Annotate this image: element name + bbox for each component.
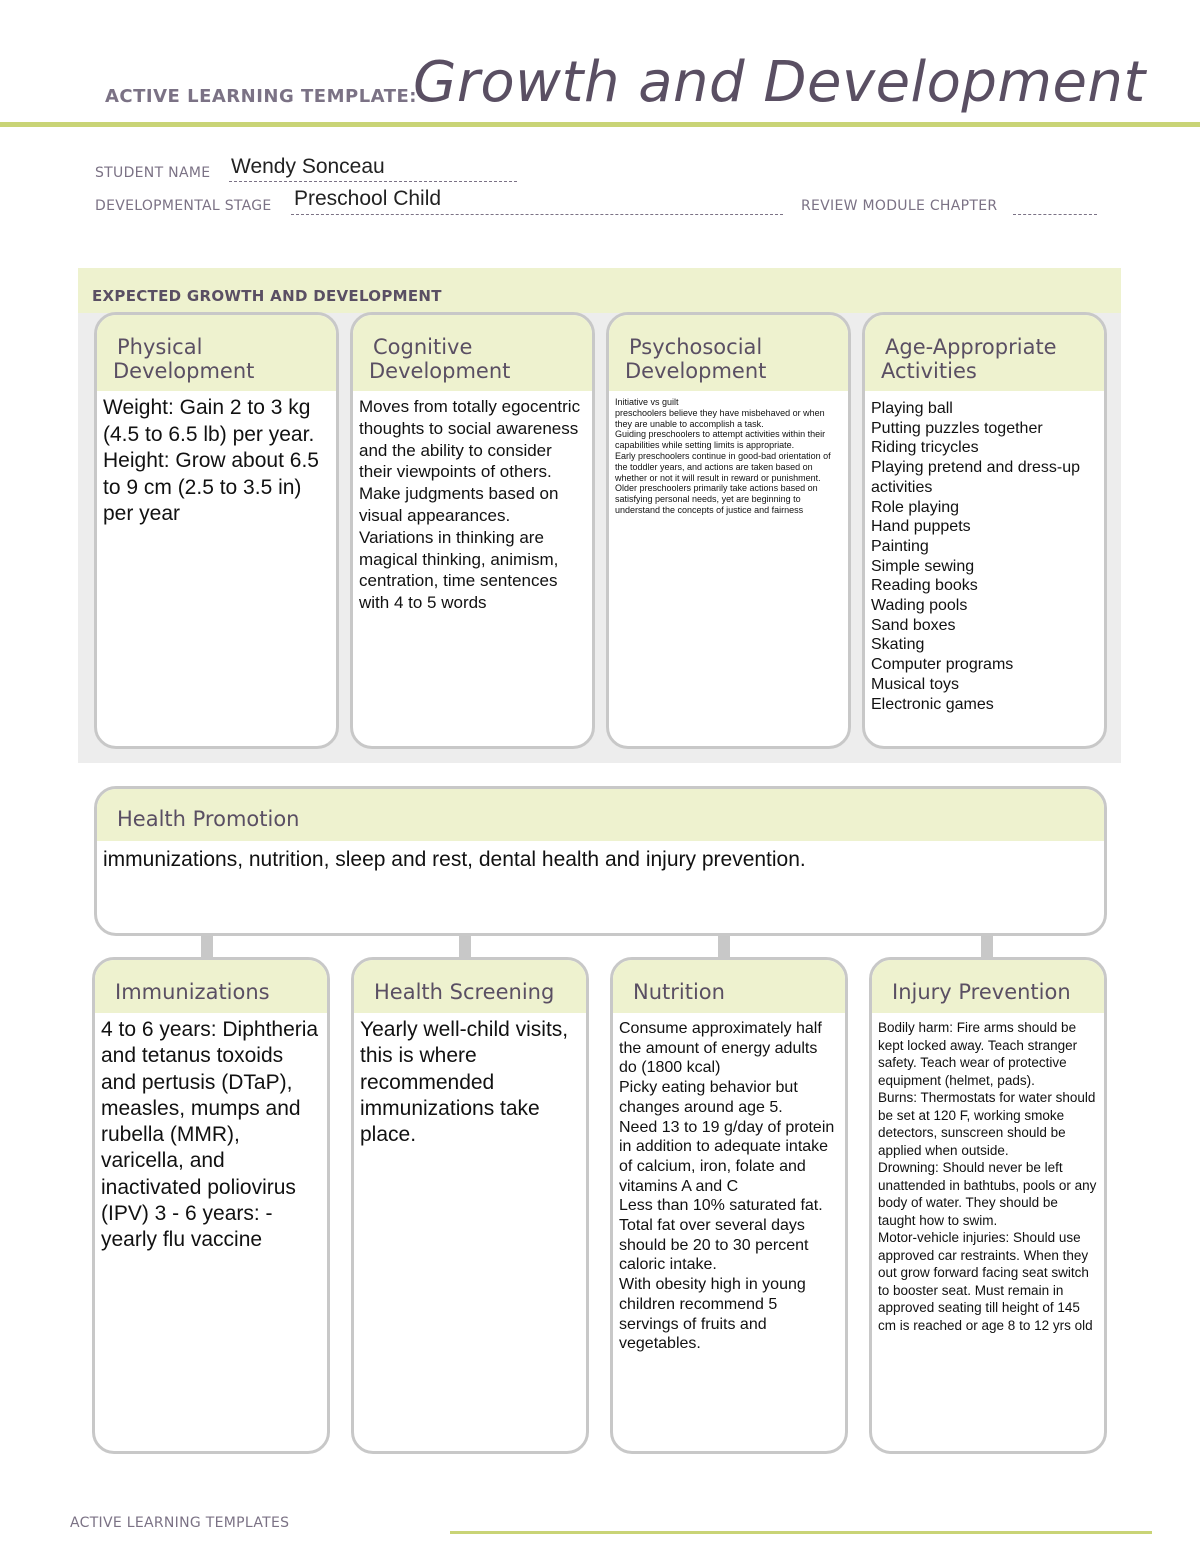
cognitive-development-heading [353, 315, 592, 391]
psychosocial-development-text[interactable]: Initiative vs guilt preschoolers believe they have misbehaved or when they are unable to accomplish a task. Guiding preschoolers to attempt activities within their capabilities while setting limits is appropriate. Early preschoolers continue in good-bad orientation of the toddler years, and actions are taken based on whether or not it will result in reward or punishment. Older preschoolers primarily take actions based on satisfying personal needs, yet are beginning to understand the concepts of justice and fairness [615, 397, 831, 515]
page-title: Growth and Development [413, 50, 1146, 115]
student-name-line [229, 181, 517, 182]
cognitive-heading-line1: Cognitive [373, 335, 473, 359]
cognitive-development-text[interactable]: Moves from totally egocentric thoughts to social awareness and the ability to consider their viewpoints of others. Make judgments based on visual appearances. Variations in thinking are magical thinking, animism, centration, time sentences with 4 to 5 words [359, 397, 581, 613]
student-name-label: STUDENT NAME [95, 165, 211, 181]
expected-section-title: EXPECTED GROWTH AND DEVELOPMENT [92, 287, 442, 305]
psychosocial-development-card [606, 312, 851, 749]
physical-development-heading [97, 315, 336, 391]
nutrition-text[interactable]: Consume approximately half the amount of energy adults do (1800 kcal) Picky eating behavior but changes around age 5. Need 13 to 19 g/day of protein in addition to adequate intake of calcium, iron, folate and vitamins A and C Less than 10% saturated fat. Total fat over several days should be 20 to 30 percent caloric intake. With obesity high in young children recommend 5 servings of fruits and vegetables. [619, 1020, 835, 1353]
activities-heading-line2: Activities [881, 359, 977, 383]
physical-development-card [94, 312, 339, 749]
review-module-line[interactable] [1013, 214, 1097, 215]
injury-prevention-card [869, 957, 1107, 1454]
header-divider [0, 122, 1200, 127]
health-screening-heading: Health Screening [354, 960, 586, 1013]
activities-heading-line1: Age-Appropriate [885, 335, 1057, 359]
psychosocial-development-heading [609, 315, 848, 391]
psychosocial-heading-line2: Development [625, 359, 767, 383]
injury-prevention-text[interactable]: Bodily harm: Fire arms should be kept locked away. Teach stranger safety. Teach wear of protective equipment (helmet, pads). Burns: Thermostats for water should be set at 120 F, working smoke detectors, sunscreen should be applied when outside. Drowning: Should never be left unattended in bathtubs, pools or any body of water. They should be taught how to swim. Motor-vehicle injuries: Should use approved car restraints. When they out grow forward facing seat switch to booster seat. Must remain in approved seating till height of 145 cm is reached or age 8 to 12 yrs old [878, 1020, 1097, 1333]
injury-prevention-heading: Injury Prevention [872, 960, 1104, 1013]
activities-heading [865, 315, 1104, 391]
health-screening-text[interactable]: Yearly well-child visits, this is where recommended immunizations take place. [360, 1018, 569, 1147]
psychosocial-heading-line1: Psychosocial [629, 335, 763, 359]
developmental-stage-line [291, 214, 783, 215]
physical-heading-line2: Development [113, 359, 255, 383]
student-name-value[interactable]: Wendy Sonceau [231, 155, 385, 178]
cognitive-development-card [350, 312, 595, 749]
immunizations-heading: Immunizations [95, 960, 327, 1013]
health-promotion-text[interactable]: immunizations, nutrition, sleep and rest, dental health and injury prevention. [103, 848, 806, 871]
developmental-stage-value[interactable]: Preschool Child [294, 187, 442, 210]
developmental-stage-label: DEVELOPMENTAL STAGE [95, 198, 272, 214]
activities-card [862, 312, 1107, 749]
nutrition-card [610, 957, 848, 1454]
cognitive-heading-line2: Development [369, 359, 511, 383]
immunizations-card [92, 957, 330, 1454]
footer-divider [450, 1531, 1152, 1534]
review-module-label: REVIEW MODULE CHAPTER [801, 198, 998, 214]
health-promotion-heading: Health Promotion [97, 789, 1104, 841]
nutrition-heading: Nutrition [613, 960, 845, 1013]
template-label: ACTIVE LEARNING TEMPLATE: [105, 86, 417, 107]
footer-label: ACTIVE LEARNING TEMPLATES [70, 1515, 290, 1531]
immunizations-text[interactable]: 4 to 6 years: Diphtheria and tetanus toxoids and pertusis (DTaP), measles, mumps and rubella (MMR), varicella, and inactivated poliovirus (IPV) 3 - 6 years: - yearly flu vaccine [101, 1018, 319, 1252]
physical-heading-line1: Physical [117, 335, 203, 359]
health-screening-card [351, 957, 589, 1454]
activities-list[interactable]: Playing ball Putting puzzles together Riding tricycles Playing pretend and dress-up activities Role playing Hand puppets Painting Simple sewing Reading books Wading pools Sand boxes Skating Computer programs Musical toys Electronic games [871, 400, 1081, 713]
health-promotion-card [94, 786, 1107, 936]
physical-development-text[interactable]: Weight: Gain 2 to 3 kg (4.5 to 6.5 lb) per year. Height: Grow about 6.5 to 9 cm (2.5 to 3.5 in) per year [103, 396, 319, 525]
